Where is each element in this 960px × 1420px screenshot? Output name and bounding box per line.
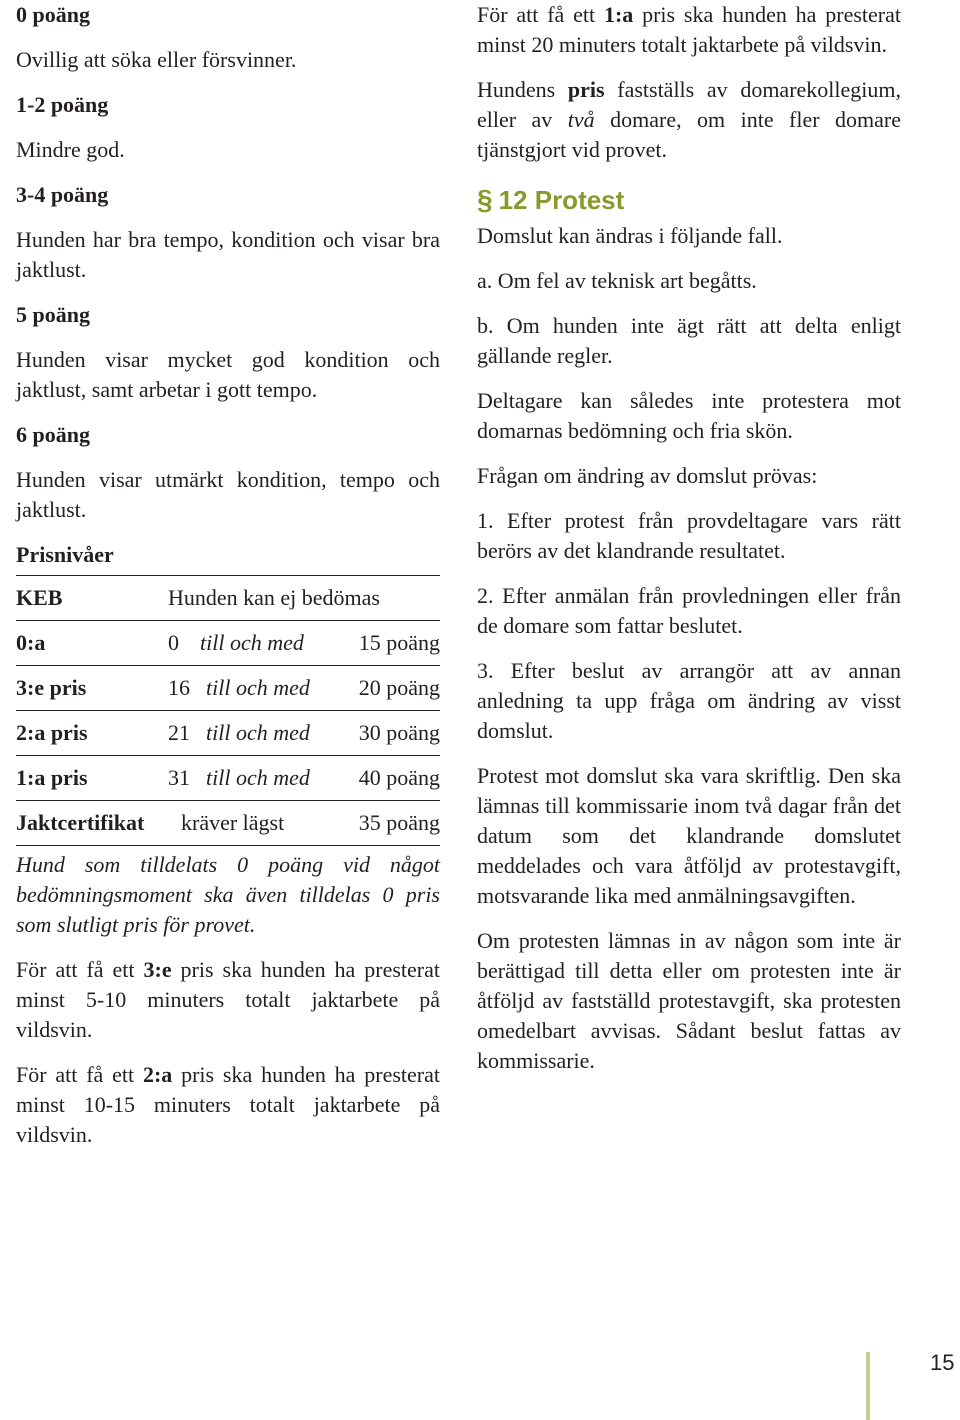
text-run-italic: två [567,107,595,132]
protest-heading [477,185,901,215]
table-row [16,621,440,666]
section-sign-icon: § [477,184,493,215]
row-label: KEB [16,585,63,610]
page-number: 15 [930,1350,955,1375]
paragraph: 1. Efter protest från provdeltagare vars rätt berörs av det klandrande resultatet. [477,508,901,563]
row-from: 16 [168,675,190,700]
page-number-rule [866,1352,870,1420]
row-label: 0:a [16,630,46,655]
score-heading: 1-2 poäng [16,92,109,117]
row-from: 21 [168,720,190,745]
paragraph: Deltagare kan således inte protestera mot domarnas bedömning och fria skön. [477,388,901,443]
prize-levels-heading: Prisnivåer [16,542,114,567]
row-connector: till och med [200,630,304,655]
text-run: För att få ett [16,957,144,982]
prize-levels-table [16,575,440,846]
text-run: pris ska hunden ha presterat minst 5-10 minuters totalt jaktarbete på vildsvin. [16,957,440,1042]
protest-heading-text: 12 Protest [498,185,625,215]
score-text: Hunden visar mycket god kondition och jaktlust, samt arbetar i gott tempo. [16,347,440,402]
score-heading: 5 poäng [16,302,90,327]
row-to: 40 poäng [358,765,440,790]
third-prize-paragraph [16,955,440,1045]
text-run: pris ska hunden ha presterat minst 20 minuters totalt jaktarbete på vildsvin. [477,2,901,57]
text-run: fastställs av domarekollegium, eller av [477,77,902,132]
row-from: 0 [168,630,179,655]
text-run-bold: 3:e [143,957,172,982]
row-to: 35 poäng [358,810,440,835]
row-label: Jaktcertifikat [16,810,145,835]
paragraph: b. Om hunden inte ägt rätt att delta enligt gällande regler. [477,313,901,368]
paragraph: Domslut kan ändras i följande fall. [477,223,783,248]
text-run: Hundens [477,77,568,102]
row-to: 15 poäng [358,630,440,655]
paragraph: 3. Efter beslut av arrangör att av annan anledning ta upp fråga om ändring av visst domslut. [477,658,901,743]
table-row [16,666,440,711]
text-run: pris ska hunden ha presterat minst 10-15 minuters totalt jaktarbete på vildsvin. [16,1062,440,1147]
row-connector: till och med [206,675,310,700]
row-text: Hunden kan ej bedömas [168,585,380,610]
paragraph: a. Om fel av teknisk art begåtts. [477,268,757,293]
row-to: 30 poäng [358,720,440,745]
paragraph: Protest mot domslut ska vara skriftlig. Den ska lämnas till kommissarie inom två dagar från det datum som det klandrande domslutet meddelades och vara åtföljd av protestavgift, motsvarande lika med anmälningsavgiften. [477,763,901,908]
score-text: Hunden har bra tempo, kondition och visar bra jaktlust. [16,227,440,282]
score-heading: 0 poäng [16,2,90,27]
paragraph: Om protesten lämnas in av någon som inte är berättigad till detta eller om protesten inte är åtföljd av fastställd protestavgift, ska protesten omedelbart avvisas. Sådant beslut fattas av kommissarie. [477,928,901,1073]
first-prize-paragraph [477,0,901,60]
second-prize-paragraph [16,1060,440,1150]
table-row [16,756,440,801]
text-run: För att få ett [477,2,604,27]
row-label: 1:a pris [16,765,88,790]
row-label: 3:e pris [16,675,87,700]
table-row [16,575,440,621]
row-from: 31 [168,765,190,790]
text-run: För att få ett [16,1062,143,1087]
zero-points-note: Hund som tilldelats 0 poäng vid något bedömningsmoment ska även tilldelas 0 pris som slutligt pris för provet. [16,852,440,937]
score-text: Mindre god. [16,137,125,162]
text-run-bold: 1:a [603,2,634,27]
row-to: 20 poäng [358,675,440,700]
score-text: Hunden visar utmärkt kondition, tempo och jaktlust. [16,467,440,522]
table-row [16,711,440,756]
score-heading: 3-4 poäng [16,182,109,207]
row-connector: till och med [206,765,310,790]
left-column [16,0,440,570]
text-run: domare, om inte fler domare tjänstgjort vid provet. [477,107,901,162]
text-run-bold: 2:a [142,1062,173,1087]
prize-set-paragraph [477,75,901,165]
table-row [16,801,440,846]
left-column-bottom [16,850,440,1150]
row-text: kräver lägst [181,810,285,835]
paragraph: 2. Efter anmälan från provledningen eller från de domare som fattar beslutet. [477,583,901,638]
row-label: 2:a pris [16,720,88,745]
text-run-bold: pris [567,77,605,102]
paragraph: Frågan om ändring av domslut prövas: [477,463,818,488]
score-text: Ovillig att söka eller försvinner. [16,47,297,72]
row-connector: till och med [206,720,310,745]
right-column [477,0,901,1076]
score-heading: 6 poäng [16,422,90,447]
